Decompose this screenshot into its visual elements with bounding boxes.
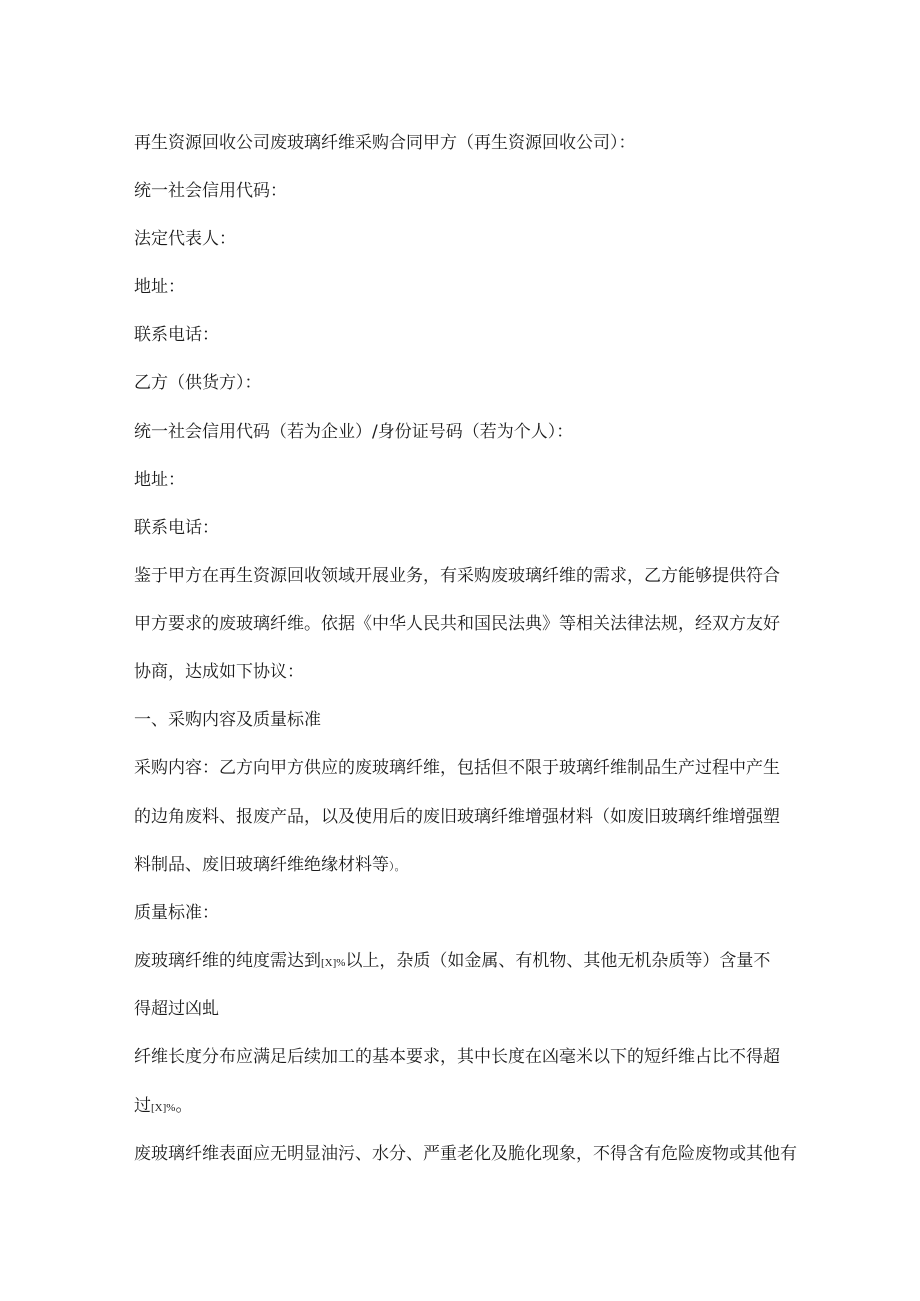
party-b-heading: 乙方（供货方）： <box>134 373 262 393</box>
preamble-line-3: 协商，达成如下协议： <box>134 662 304 682</box>
preamble-line-2: 甲方要求的废玻璃纤维。依据《中华人民共和国民法典》等相关法律法规，经双方友好 <box>134 614 780 634</box>
party-a-phone-label: 联系电话： <box>134 325 219 345</box>
section-1-heading: 一、采购内容及质量标准 <box>134 710 321 730</box>
purity-line-1-text-b: 以上，杂质（如金属、有机物、其他无机杂质等）含量不 <box>345 951 771 971</box>
purchase-content-line-3-tail: ）。 <box>389 861 406 873</box>
party-b-phone-label: 联系电话： <box>134 518 219 538</box>
party-a-legal-rep-label: 法定代表人： <box>134 229 236 249</box>
fiber-length-line-2-text-a: 过 <box>134 1096 151 1116</box>
party-b-credit-code-label: 统一社会信用代码（若为企业）/身份证号码（若为个人）： <box>134 422 574 442</box>
short-fiber-placeholder: [X]% <box>151 1102 176 1114</box>
purity-line-2: 得超过凶虬 <box>134 999 219 1019</box>
surface-condition-line-1: 废玻璃纤维表面应无明显油污、水分、严重老化及脆化现象，不得含有危险废物或其他有 <box>134 1144 797 1164</box>
purchase-content-line-3 <box>134 853 794 879</box>
party-b-address-label: 地址： <box>134 470 185 490</box>
fiber-length-line-1: 纤维长度分布应满足后续加工的基本要求，其中长度在凶毫米以下的短纤维占比不得超 <box>134 1047 780 1067</box>
purchase-content-line-2: 的边角废料、报废产品，以及使用后的废旧玻璃纤维增强材料（如废旧玻璃纤维增强塑 <box>134 807 780 827</box>
purchase-content-line-1: 采购内容：乙方向甲方供应的废玻璃纤维，包括但不限于玻璃纤维制品生产过程中产生 <box>134 758 780 778</box>
fiber-length-line-2 <box>134 1094 794 1120</box>
preamble-line-1: 鉴于甲方在再生资源回收领域开展业务，有采购废玻璃纤维的需求，乙方能够提供符合 <box>134 566 780 586</box>
purity-line-1 <box>134 949 794 975</box>
party-a-credit-code-label: 统一社会信用代码： <box>134 181 287 201</box>
party-a-address-label: 地址： <box>134 277 185 297</box>
purity-placeholder: [X]% <box>321 957 346 969</box>
quality-standard-heading: 质量标准： <box>134 903 219 923</box>
purchase-content-line-3-text: 料制品、废旧玻璃纤维绝缘材料等 <box>134 855 389 875</box>
purity-line-1-text-a: 废玻璃纤维的纯度需达到 <box>134 951 321 971</box>
fiber-length-line-2-text-b: 。 <box>175 1096 193 1116</box>
contract-title-line: 再生资源回收公司废玻璃纤维采购合同甲方（再生资源回收公司）： <box>134 133 636 153</box>
